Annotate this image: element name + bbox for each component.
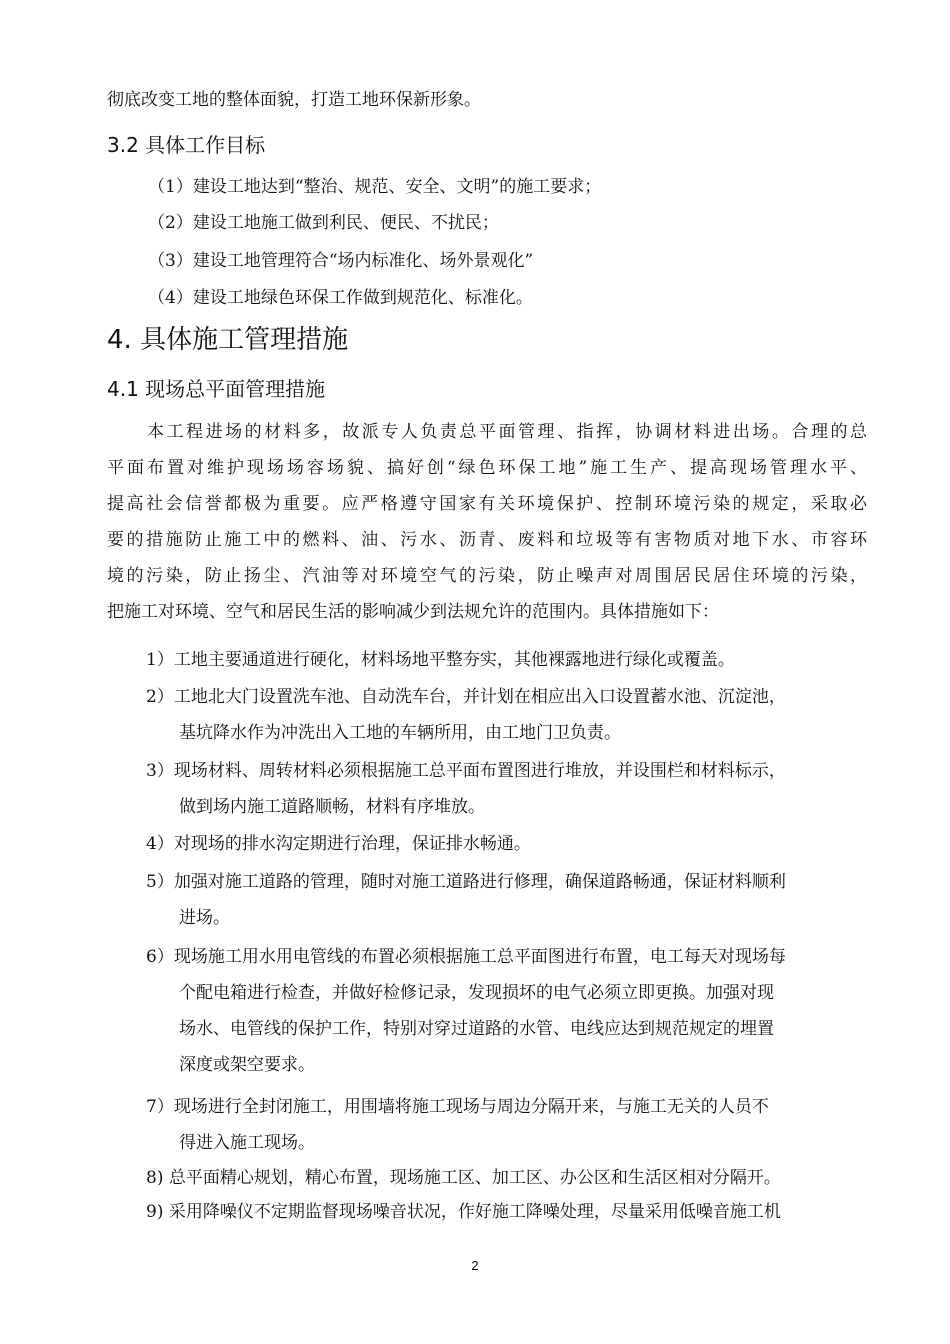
section-3-2-heading: 3.2 具体工作目标 bbox=[107, 133, 266, 157]
measure-line: 9) 采用降噪仪不定期监督现场噪音状况，作好施工降噪处理，尽量采用低噪音施工机 bbox=[146, 1202, 781, 1222]
carryover-line: 彻底改变工地的整体面貌，打造工地环保新形象。 bbox=[107, 90, 481, 110]
measure-line: 个配电箱进行检查，并做好检修记录，发现损坏的电气必须立即更换。加强对现 bbox=[179, 983, 774, 1003]
paragraph-line: 平面布置对维护现场场容场貌、搞好创“绿色环保工地”施工生产、提高现场管理水平、 bbox=[107, 458, 867, 478]
measure-item-1 bbox=[146, 642, 866, 678]
goal-item-1: （1）建设工地达到“整治、规范、安全、文明”的施工要求； bbox=[148, 177, 602, 197]
measure-line: 4）对现场的排水沟定期进行治理，保证排水畅通。 bbox=[146, 834, 531, 854]
measure-line: 基坑降水作为冲洗出入工地的车辆所用，由工地门卫负责。 bbox=[179, 723, 621, 743]
goal-item-2: （2）建设工地施工做到利民、便民、不扰民； bbox=[148, 213, 499, 233]
paragraph-line: 要的措施防止施工中的燃料、油、污水、沥青、废料和垃圾等有害物质对地下水、市容环 bbox=[107, 530, 867, 550]
page-number: 2 bbox=[471, 1258, 479, 1273]
measure-item-5 bbox=[146, 864, 866, 936]
measure-line: 8) 总平面精心规划，精心布置，现场施工区、加工区、办公区和生活区相对分隔开。 bbox=[146, 1168, 781, 1188]
measure-line: 做到场内施工道路顺畅，材料有序堆放。 bbox=[179, 797, 485, 817]
measure-item-8 bbox=[146, 1160, 866, 1196]
measure-line: 1）工地主要通道进行硬化，材料场地平整夯实，其他裸露地进行绿化或覆盖。 bbox=[146, 650, 735, 670]
measure-line: 场水、电管线的保护工作，特别对穿过道路的水管、电线应达到规范规定的埋置 bbox=[179, 1019, 774, 1039]
section-4-heading: 4. 具体施工管理措施 bbox=[107, 325, 349, 355]
measure-item-3 bbox=[146, 753, 866, 825]
goal-item-4: （4）建设工地绿色环保工作做到规范化、标准化。 bbox=[148, 288, 533, 308]
measure-line: 5）加强对施工道路的管理，随时对施工道路进行修理，确保道路畅通，保证材料顺利 bbox=[146, 872, 786, 892]
goal-item-3: （3）建设工地管理符合“场内标准化、场外景观化” bbox=[148, 251, 534, 271]
measure-item-6 bbox=[146, 939, 866, 1083]
paragraph-line: 本工程进场的材料多，故派专人负责总平面管理、指挥，协调材料进出场。合理的总 bbox=[147, 422, 867, 442]
measure-line: 7）现场进行全封闭施工，用围墙将施工现场与周边分隔开来，与施工无关的人员不 bbox=[146, 1097, 769, 1117]
section-4-1-paragraph bbox=[107, 414, 867, 630]
measure-line: 得进入施工现场。 bbox=[179, 1133, 315, 1153]
paragraph-line: 提高社会信誉都极为重要。应严格遵守国家有关环境保护、控制环境污染的规定，采取必 bbox=[107, 494, 867, 514]
measure-line: 3）现场材料、周转材料必须根据施工总平面布置图进行堆放，并设围栏和材料标示， bbox=[146, 761, 786, 781]
measure-item-2 bbox=[146, 679, 866, 751]
measure-line: 2）工地北大门设置洗车池、自动洗车台，并计划在相应出入口设置蓄水池、沉淀池， bbox=[146, 687, 786, 707]
measure-line: 进场。 bbox=[179, 908, 230, 928]
measure-line: 6）现场施工用水用电管线的布置必须根据施工总平面图进行布置，电工每天对现场每 bbox=[146, 947, 786, 967]
measure-item-4 bbox=[146, 826, 866, 862]
measure-item-9 bbox=[146, 1194, 866, 1230]
paragraph-line: 把施工对环境、空气和居民生活的影响减少到法规允许的范围内。具体措施如下： bbox=[107, 602, 719, 622]
measure-item-7 bbox=[146, 1089, 866, 1161]
section-4-1-heading: 4.1 现场总平面管理措施 bbox=[107, 377, 326, 401]
measure-line: 深度或架空要求。 bbox=[179, 1055, 315, 1075]
paragraph-line: 境的污染，防止扬尘、汽油等对环境空气的污染，防止噪声对周围居民居住环境的污染， bbox=[107, 566, 867, 586]
